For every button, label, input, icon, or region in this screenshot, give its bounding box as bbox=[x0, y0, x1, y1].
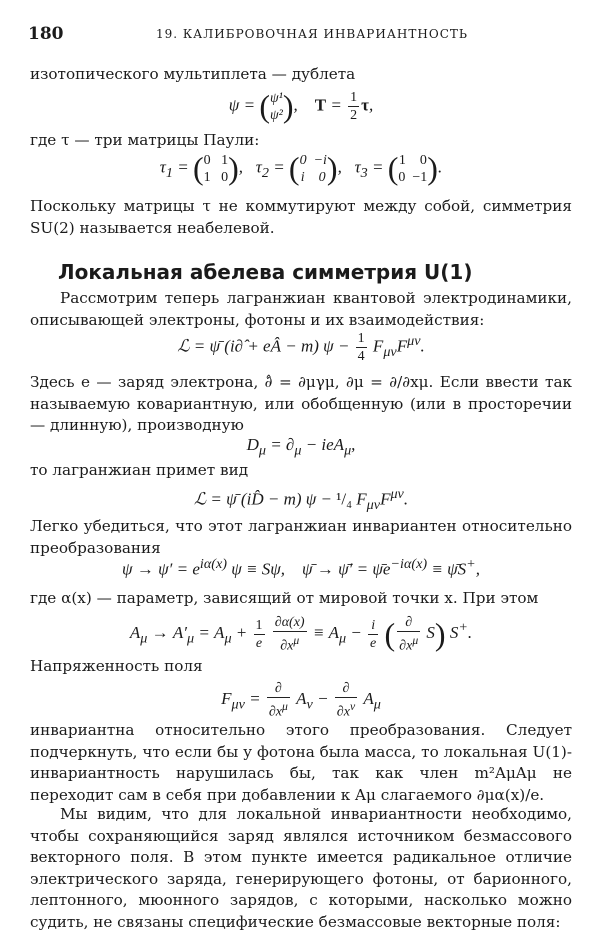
equation-covariant-derivative: $D_\mu = \partial_\mu - ieA_\mu$, bbox=[246, 435, 356, 459]
equation-gauge-transform-a: $A_\mu \to A'_\mu = A_\mu$ + $\frac{1}{e}$ $\frac{\partial\alpha(x)}{\partial x^\mu}$ ≡ $A_\mu$ − $\frac{i}{e}$ ( $\frac{\partial}{\partial x^\mu}$ S) S+. bbox=[129, 615, 473, 654]
equation-qed-lagrangian: ℒ = ψ̄ (i∂̂ + eÂ − m) ψ − $\frac{1}{4}$ $F_{\mu\nu}F^{\mu\nu}$. bbox=[177, 331, 425, 364]
paragraph-4: Рассмотрим теперь лагранжиан квантовой электродинамики, описывающей электроны, фотоны и их взаимодействия: bbox=[30, 289, 572, 329]
equation-pauli-matrices: $\tau_1$ = ( 0 1 1 0 ), $\tau_2$ = ( 0 −i i 0 ), $\tau_3$ = ( 1 0 0 −1 ). bbox=[159, 150, 443, 186]
equation-gauge-transform-psi: $\psi \to \psi' = e^{i\alpha(x)}$ ψ ≡ Sψ, ψ̄ → ψ̄′ = $\psīe^{-i\alpha(x)}$ ≡ ψ̄S+, bbox=[122, 556, 480, 579]
paragraph-7: Легко убедиться, что этот лагранжиан инвариантен относительно преобразования bbox=[30, 517, 572, 557]
page-number: 180 bbox=[28, 24, 64, 44]
paragraph-6: то лагранжиан примет вид bbox=[30, 461, 249, 479]
paragraph-11: Мы видим, что для локальной инвариантности необходимо, чтобы сохраняющийся заряд являлся источником безмассового векторного поля. В этом пункте имеется радикальное отличие электрического заряда, генерирующего фотоны, от барионного, лептонного, мюонного зарядов, с которыми, насколько можно судить, не связаны специфические безмассовые векторные поля: bbox=[30, 805, 572, 931]
equation-doublet: ψ = ( ψ¹ ψ² ), T = $\frac{1}{2}$ τ, bbox=[228, 88, 374, 124]
running-title: 19. КАЛИБРОВОЧНАЯ ИНВАРИАНТНОСТЬ bbox=[156, 27, 468, 41]
paragraph-2: где τ — три матрицы Паули: bbox=[30, 131, 260, 149]
paragraph-8: где α(x) — параметр, зависящий от мировой точки x. При этом bbox=[30, 589, 539, 607]
paragraph-10: инвариантна относительно этого преобразования. Следует подчеркнуть, что если бы у фотона была масса, то локальная U(1)-инвариантность нарушилась бы, так как член m²AμAμ не переходит сам в себя при добавлении к Aμ слагаемого ∂μα(x)/e. bbox=[30, 721, 572, 804]
section-title: Локальная абелева симметрия U(1) bbox=[58, 260, 473, 284]
equation-lagrangian-covariant: ℒ = ψ̄ (iD̂ − m) ψ − ¹/₄ $F_{\mu\nu}F^{\mu\nu}$. bbox=[193, 486, 409, 514]
paragraph-5: Здесь e — заряд электрона, ∂̂ = ∂μγμ, ∂μ = ∂/∂xμ. Если ввести так называемую ковариантную, или обобщенную (или в просторечии — длинную), производную bbox=[30, 373, 572, 434]
paragraph-9: Напряженность поля bbox=[30, 657, 203, 675]
page-header bbox=[28, 24, 572, 46]
paragraph-1: изотопического мультиплета — дублета bbox=[30, 65, 356, 83]
paragraph-3: Поскольку матрицы τ не коммутируют между собой, симметрия SU(2) называется неабелевой. bbox=[30, 197, 572, 237]
equation-field-strength: $F_{\mu\nu}$ = $\frac{\partial}{\partial x^\mu}$ $A_\nu$ − $\frac{\partial}{\partial x^\nu}$ $A_\mu$ bbox=[221, 681, 381, 720]
